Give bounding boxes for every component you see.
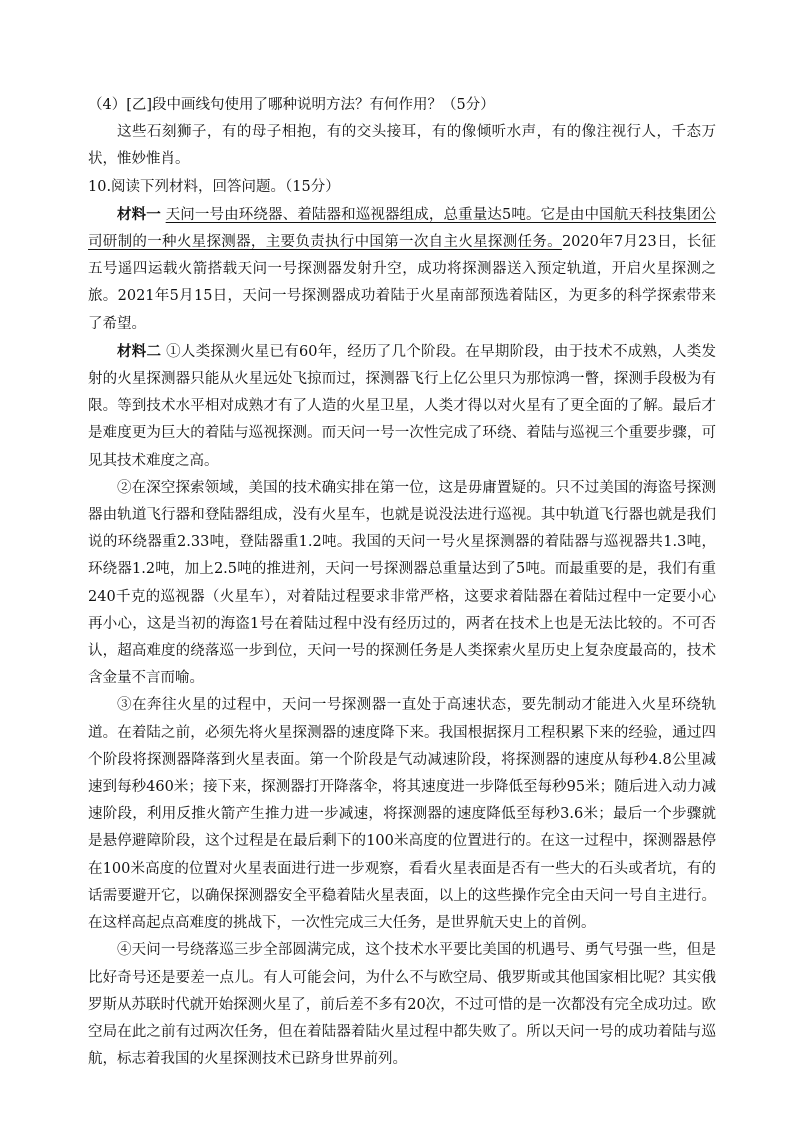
material-2-p1-text: ①人类探测火星已有60年，经历了几个阶段。在早期阶段，由于技术不成熟，人类发射的火星探测器只能从火星远处飞掠而过，探测器飞行上亿公里只为那惊鸿一瞥，探测手段极为有限。等到技术水平相对成熟才有了人造的火星卫星，人类才得以对火星有了更全面的了解。最后才是难度更为巨大的着陆与巡视探测。而天问一号一次性完成了环绕、着陆与巡视三个重要步骤，可见其技术难度之高。 bbox=[88, 343, 717, 469]
material-1-underlined-text: 天问一号由环绕器、着陆器和巡视器组成，总重量达5吨。它是由中国航天科技集团公司研制的一种火星探测器，主要负责执行中国第一次自主火星探测任务。 bbox=[88, 206, 717, 251]
material-2-paragraph-1 bbox=[88, 338, 716, 475]
material-2-paragraph-4: ④天问一号绕落巡三步全部圆满完成，这个技术水平要比美国的机遇号、勇气号强一些，但是比好奇号还是要差一点儿。有人可能会问，为什么不与欧空局、俄罗斯或其他国家相比呢？其实俄罗斯从苏联时代就开始探测火星了，前后差不多有20次，不过可惜的是一次都没有完全成功过。欧空局在此之前有过两次任务，但在着陆器着陆火星过程中都失败了。所以天问一号的成功着陆与巡航，标志着我国的火星探测技术已跻身世界前列。 bbox=[88, 942, 716, 1068]
material-2-paragraph-2: ②在深空探索领域，美国的技术确实排在第一位，这是毋庸置疑的。只不过美国的海盗号探测器由轨道飞行器和登陆器组成，没有火星车，也就是说没法进行巡视。其中轨道飞行器也就是我们说的环绕器重2.33吨，登陆器重1.2吨。我国的天问一号火星探测器的着陆器与巡视器共1.3吨，环绕器1.2吨，加上2.5吨的推进剂，天问一号探测器总重量达到了5吨。而最重要的是，我们有重240千克的巡视器（火星车），对着陆过程要求非常严格，这要求着陆器在着陆过程中一定要小心再小心，这是当初的海盗1号在着陆过程中没有经历过的，两者在技术上也是无法比较的。不可否认，超高难度的绕落巡一步到位，天问一号的探测任务是人类探索火星历史上复杂度最高的，技术含金量不言而喻。 bbox=[88, 479, 716, 687]
material-2-label: 材料二 bbox=[117, 342, 162, 360]
material-2-paragraph-3: ③在奔往火星的过程中，天问一号探测器一直处于高速状态，要先制动才能进入火星环绕轨道。在着陆之前，必须先将火星探测器的速度降下来。我国根据探月工程积累下来的经验，通过四个阶段将探测器降落到火星表面。第一个阶段是气动减速阶段，将探测器的速度从每秒4.8公里减速到每秒460米；接下来，探测器打开降落伞，将其速度进一步降低至每秒95米；随后进入动力减速阶段，利用反推火箭产生推力进一步减速，将探测器的速度降低至每秒3.6米；最后一个步骤就是悬停避障阶段，这个过程是在最后剩下的100米高度的位置进行的。在这一过程中，探测器悬停在100米高度的位置对火星表面进行进一步观察，看看火星表面是否有一些大的石头或者坑，有的话需要避开它，以确保探测器安全平稳着陆火星表面，以上的这些操作完全由天问一号自主进行。在这样高起点高难度的挑战下，一次性完成三大任务，是世界航天史上的首例。 bbox=[88, 697, 716, 932]
material-1-label: 材料一 bbox=[117, 205, 161, 223]
document-page bbox=[88, 92, 716, 1073]
question-4-quote: 这些石刻狮子，有的母子相抱，有的交头接耳，有的像倾听水声，有的像注视行人，千态万状，惟妙惟肖。 bbox=[88, 124, 716, 168]
question-4-prompt: （4）[乙]段中画线句使用了哪种说明方法？有何作用？（5分） bbox=[88, 97, 495, 113]
question-10-prompt: 10.阅读下列材料，回答问题。（15分） bbox=[88, 178, 340, 195]
material-1-paragraph bbox=[88, 201, 716, 338]
material-1-text: 2020年7月23日，长征五号遥四运载火箭搭载天问一号探测器发射升空，成功将探测器送入预定轨道，开启火星探测之旅。2021年5月15日，天问一号探测器成功着陆于火星南部预选着陆区，为更多的科学探索带来了希望。 bbox=[88, 234, 716, 332]
